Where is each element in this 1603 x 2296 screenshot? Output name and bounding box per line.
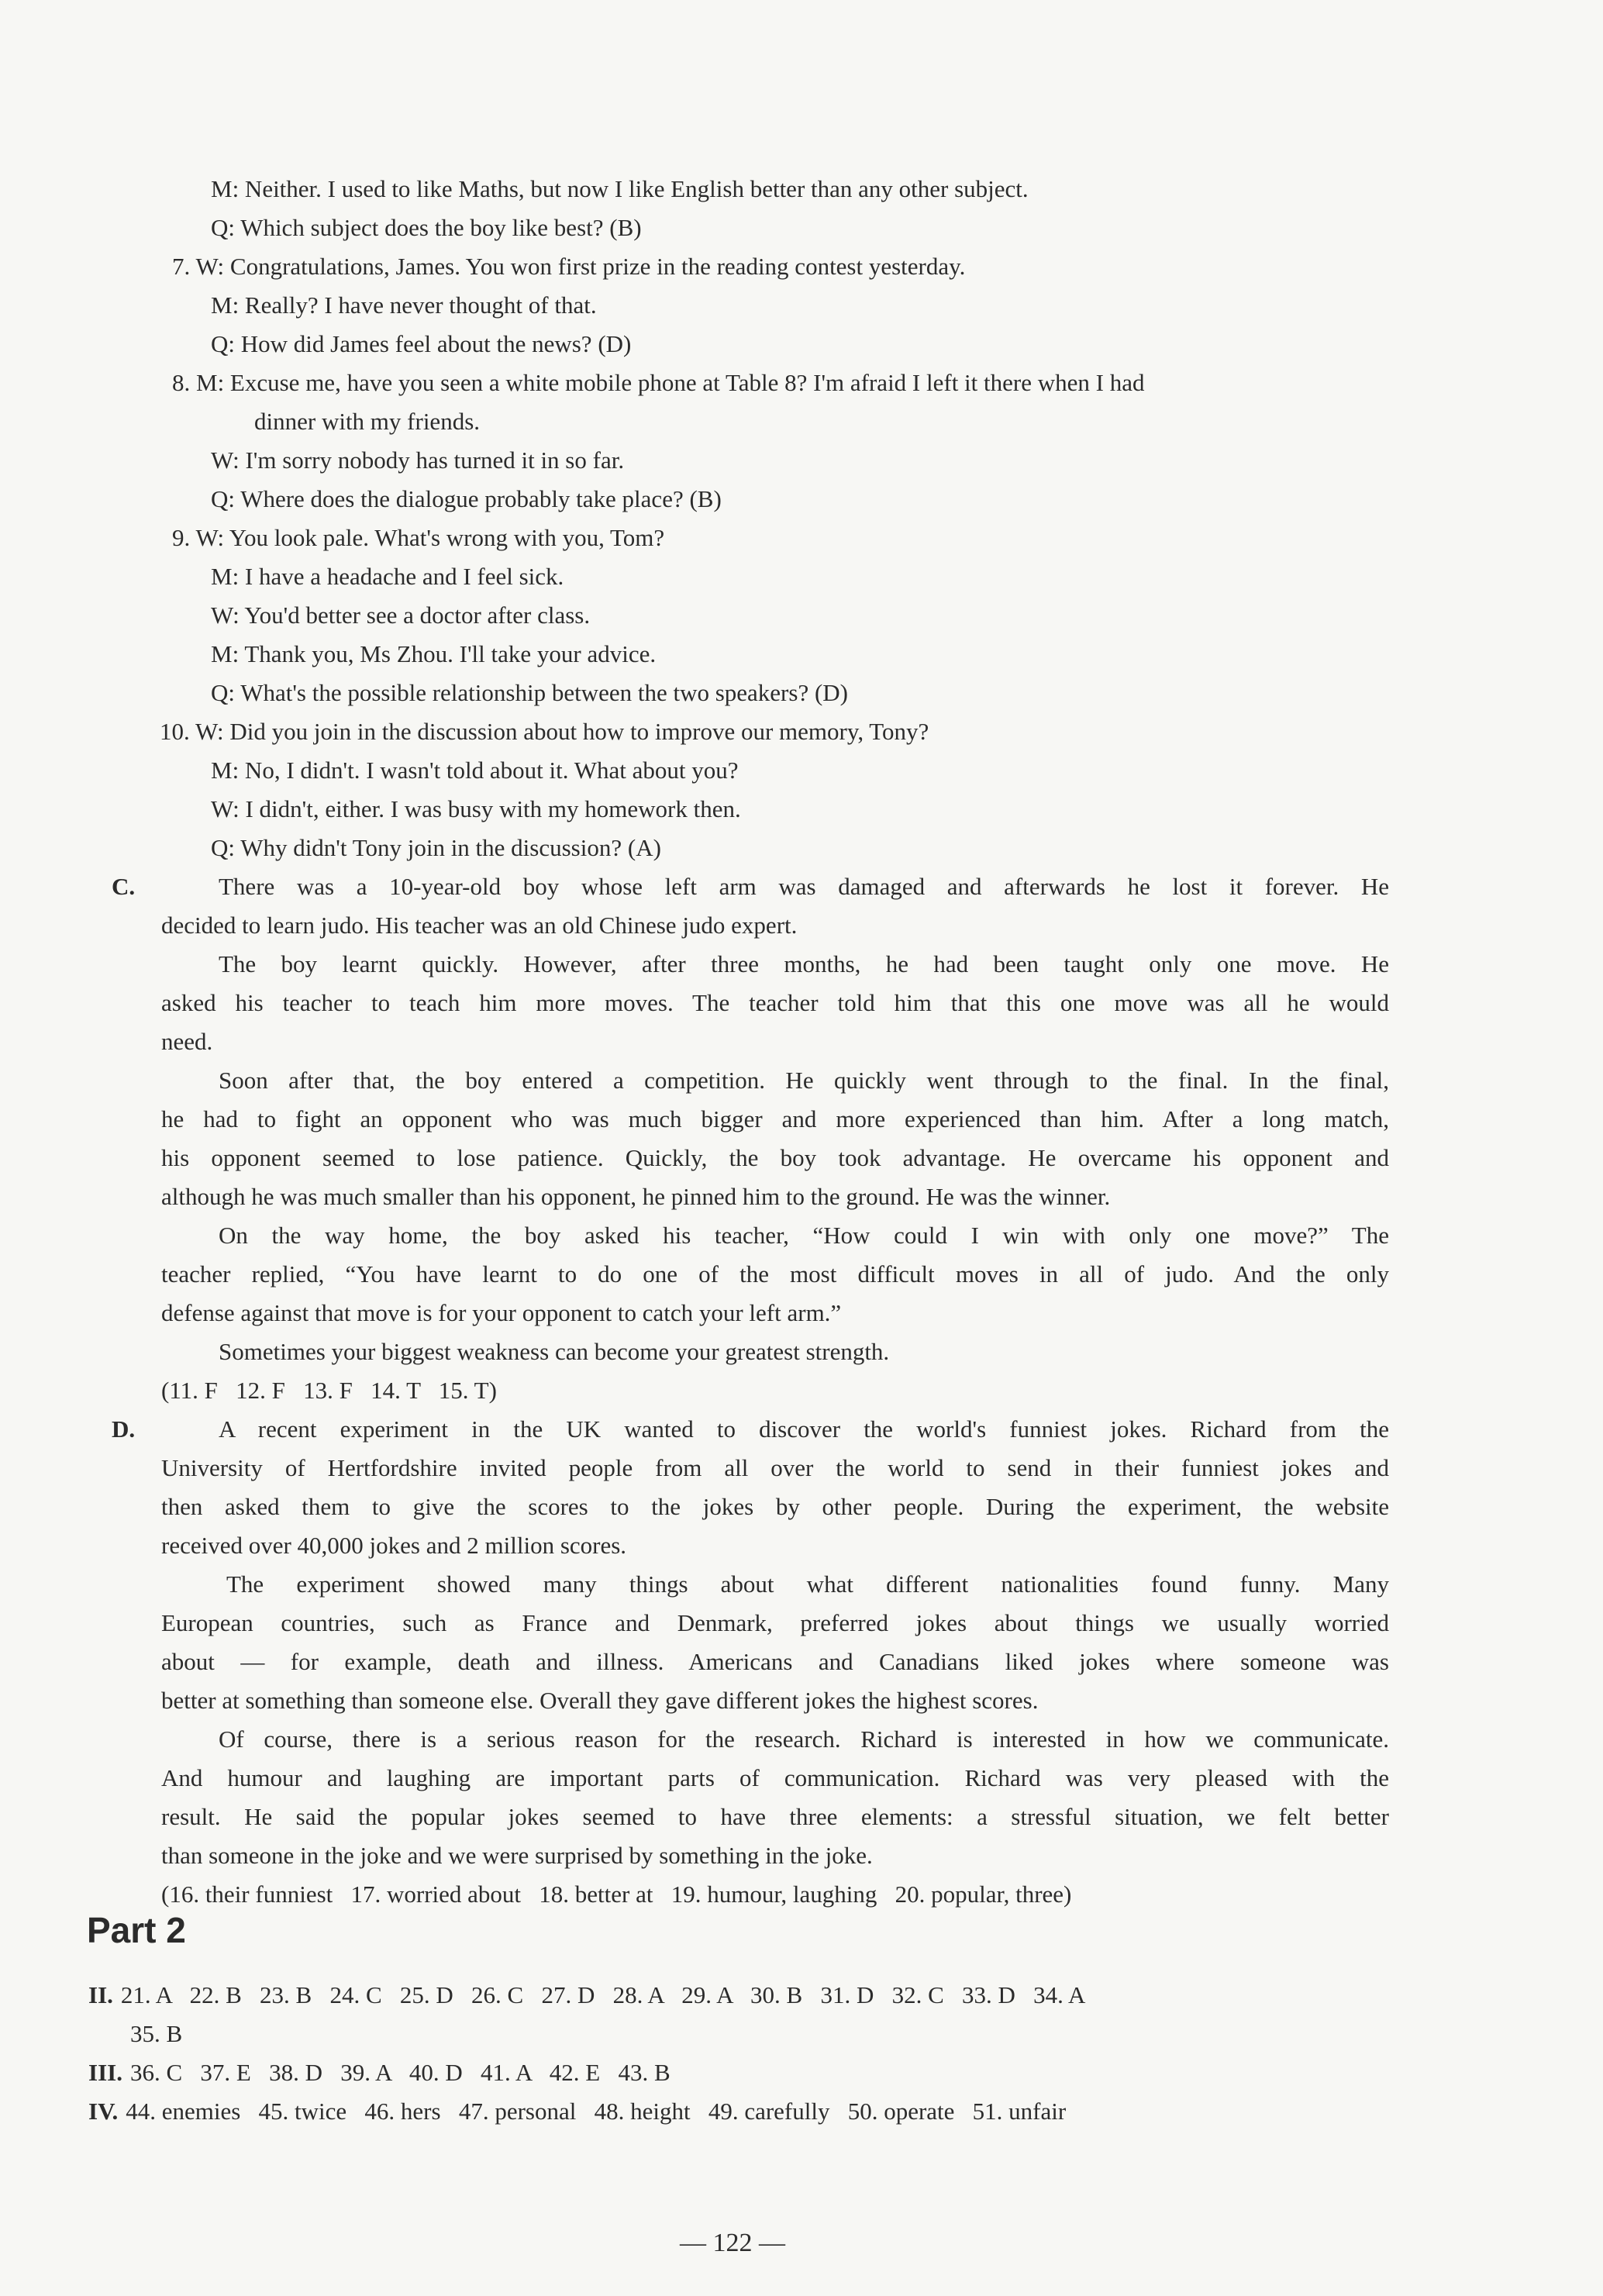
answer-row-iii [88, 2057, 671, 2088]
dialogue-line: M: No, I didn't. I wasn't told about it. What about you? [211, 757, 739, 784]
section-c-label: C. [112, 873, 136, 900]
dialogue-line: 9. W: You look pale. What's wrong with you, Tom? [172, 524, 665, 551]
dialogue-line: M: Neither. I used to like Maths, but now I like English better than any other subject. [211, 175, 1029, 202]
section-c-line: The boy learnt quickly. However, after three months, he had been taught only one move. He [219, 950, 1389, 977]
section-c-line: need. [161, 1028, 213, 1055]
dialogue-line: 7. W: Congratulations, James. You won first prize in the reading contest yesterday. [172, 253, 966, 280]
dialogue-line: M: I have a headache and I feel sick. [211, 563, 564, 590]
answer-row-iv [88, 2096, 1066, 2127]
section-c-line: decided to learn judo. His teacher was an old Chinese judo expert. [161, 912, 798, 939]
section-d-line: The experiment showed many things about what different nationalities found funny. Many [226, 1570, 1389, 1598]
dialogue-line: 8. M: Excuse me, have you seen a white mobile phone at Table 8? I'm afraid I left it there when I had [172, 369, 1145, 396]
page-number: — 122 — [680, 2229, 785, 2257]
section-c-line: Soon after that, the boy entered a competition. He quickly went through to the final. In the final, [219, 1067, 1389, 1094]
section-d-line: European countries, such as France and Denmark, preferred jokes about things we usually worried [161, 1609, 1389, 1636]
answer-label: IV. [88, 2098, 119, 2125]
section-d-line: A recent experiment in the UK wanted to discover the world's funniest jokes. Richard from the [219, 1415, 1389, 1443]
section-d-line: And humour and laughing are important parts of communication. Richard was very pleased with the [161, 1764, 1389, 1791]
section-d-line: better at something than someone else. Overall they gave different jokes the highest scores. [161, 1687, 1039, 1714]
section-d-line: received over 40,000 jokes and 2 million scores. [161, 1532, 627, 1559]
section-c-line: On the way home, the boy asked his teacher, “How could I win with only one move?” The [219, 1222, 1389, 1249]
dialogue-line: Q: Which subject does the boy like best? (B) [211, 214, 642, 241]
section-d-line: than someone in the joke and we were surprised by something in the joke. [161, 1842, 873, 1869]
dialogue-line: W: You'd better see a doctor after class. [211, 602, 591, 629]
dialogue-line: M: Thank you, Ms Zhou. I'll take your advice. [211, 640, 657, 667]
section-c-line: asked his teacher to teach him more moves. The teacher told him that this one move was all he would [161, 989, 1389, 1016]
section-c-line: his opponent seemed to lose patience. Quickly, the boy took advantage. He overcame his opponent and [161, 1144, 1389, 1171]
dialogue-line: 10. W: Did you join in the discussion about how to improve our memory, Tony? [160, 718, 929, 745]
section-c-line: Sometimes your biggest weakness can become your greatest strength. [219, 1338, 890, 1365]
dialogue-line: Q: Where does the dialogue probably take place? (B) [211, 485, 722, 512]
section-d-answers: (16. their funniest 17. worried about 18. better at 19. humour, laughing 20. popular, three) [161, 1881, 1072, 1908]
part-2-title: Part 2 [87, 1910, 186, 1950]
answer-row-ii-cont: 35. B [130, 2020, 183, 2047]
section-c-line: although he was much smaller than his opponent, he pinned him to the ground. He was the winner. [161, 1183, 1111, 1210]
dialogue-line: dinner with my friends. [254, 408, 481, 435]
section-d-label: D. [112, 1415, 136, 1443]
dialogue-line: W: I didn't, either. I was busy with my homework then. [211, 795, 741, 822]
section-d-line: then asked them to give the scores to the jokes by other people. During the experiment, the website [161, 1493, 1389, 1520]
dialogue-line: Q: Why didn't Tony join in the discussion? (A) [211, 834, 661, 861]
dialogue-line: M: Really? I have never thought of that. [211, 291, 597, 319]
answer-list: 44. enemies 45. twice 46. hers 47. personal 48. height 49. carefully 50. operate 51. unfair [126, 2098, 1067, 2125]
section-d-line: University of Hertfordshire invited people from all over the world to send in their funniest jokes and [161, 1454, 1389, 1481]
section-d-line: about — for example, death and illness. Americans and Canadians liked jokes where someone was [161, 1648, 1389, 1675]
section-c-answers: (11. F 12. F 13. F 14. T 15. T) [161, 1377, 497, 1404]
dialogue-line: W: I'm sorry nobody has turned it in so far. [211, 446, 625, 474]
dialogue-line: Q: How did James feel about the news? (D) [211, 330, 632, 357]
answer-label: II. [88, 1981, 113, 2008]
answer-list: 21. A 22. B 23. B 24. C 25. D 26. C 27. D 28. A 29. A 30. B 31. D 32. C 33. D 34. A [120, 1981, 1086, 2008]
section-c-line: defense against that move is for your opponent to catch your left arm.” [161, 1299, 842, 1326]
section-c-line: There was a 10-year-old boy whose left arm was damaged and afterwards he lost it forever. He [219, 873, 1389, 900]
answer-list: 36. C 37. E 38. D 39. A 40. D 41. A 42. E 43. B [129, 2059, 671, 2086]
answer-label: III. [88, 2059, 122, 2086]
answer-row-ii [88, 1980, 1085, 2011]
section-d-line: Of course, there is a serious reason for the research. Richard is interested in how we communicate. [219, 1725, 1389, 1753]
dialogue-line: Q: What's the possible relationship between the two speakers? (D) [211, 679, 848, 706]
section-d-line: result. He said the popular jokes seemed to have three elements: a stressful situation, we felt better [161, 1803, 1389, 1830]
section-c-line: teacher replied, “You have learnt to do one of the most difficult moves in all of judo. And the only [161, 1260, 1389, 1288]
section-c-line: he had to fight an opponent who was much bigger and more experienced than him. After a long match, [161, 1105, 1389, 1132]
